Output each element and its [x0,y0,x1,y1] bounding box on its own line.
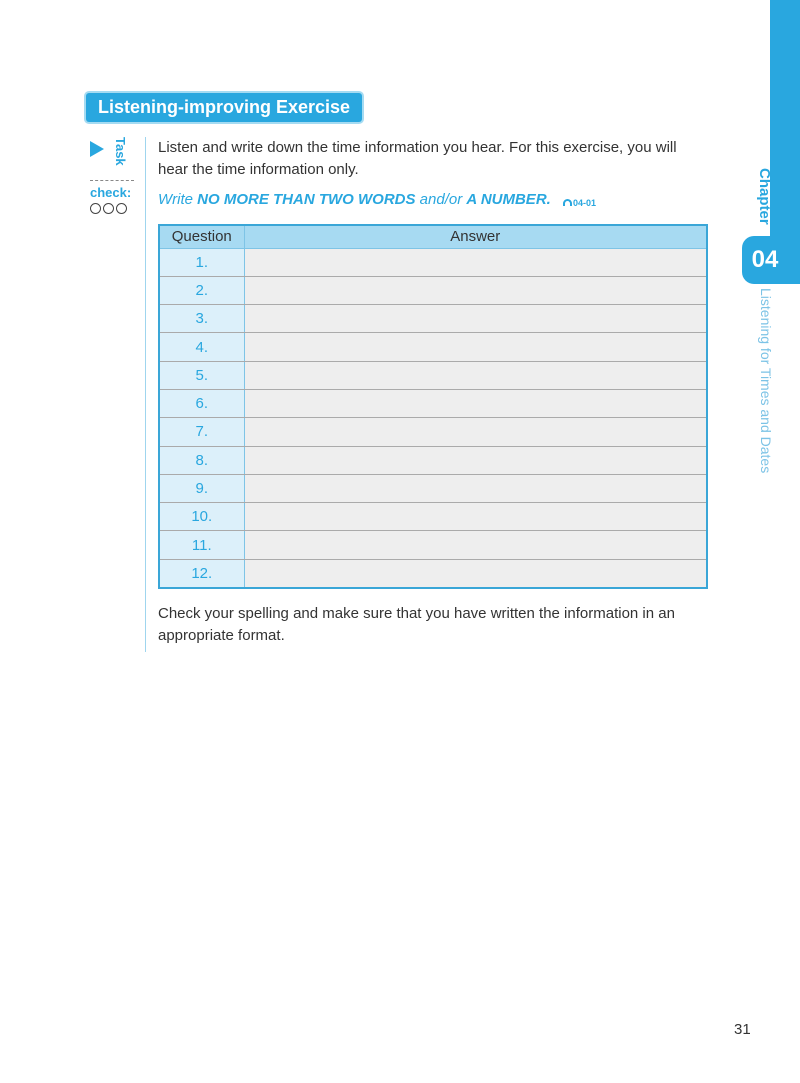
table-row [159,559,707,587]
question-number: 5. [159,361,244,389]
spelling-note: Check your spelling and make sure that you have written the information in an appropriate format. [158,605,675,644]
table-row [159,389,707,417]
check-circle-icon[interactable] [116,203,127,214]
answer-column-header: Answer [244,225,707,248]
audio-track: 04-01 [563,198,596,208]
table-row [159,305,707,333]
task-label: Task [113,137,128,166]
task-arrow-icon [90,141,104,157]
answer-cell[interactable] [244,248,707,276]
answer-cell[interactable] [244,305,707,333]
table-row [159,503,707,531]
column-divider [145,137,146,652]
answer-cell[interactable] [244,418,707,446]
question-number: 3. [159,305,244,333]
check-circles [90,203,127,214]
chapter-label: Chapter [756,168,773,225]
answer-cell[interactable] [244,276,707,304]
question-column-header: Question [159,225,244,248]
answer-cell[interactable] [244,531,707,559]
question-number: 10. [159,503,244,531]
question-number: 2. [159,276,244,304]
table-row [159,361,707,389]
word-limit-instruction: Write NO MORE THAN TWO WORDS and/or A NUMBER. 04-01 [158,191,597,208]
table-row [159,248,707,276]
headphones-icon [563,199,572,206]
check-label: check: [90,185,132,200]
question-number: 9. [159,474,244,502]
answer-cell[interactable] [244,389,707,417]
table-row [159,418,707,446]
table-row [159,531,707,559]
answer-cell[interactable] [244,333,707,361]
section-title: Listening-improving Exercise [86,93,362,122]
question-number: 6. [159,389,244,417]
answer-cell[interactable] [244,503,707,531]
question-number: 11. [159,531,244,559]
check-circle-icon[interactable] [90,203,101,214]
chapter-number-badge [742,236,800,284]
answer-cell[interactable] [244,474,707,502]
number-limit: A NUMBER. [466,191,551,208]
answer-cell[interactable] [244,559,707,587]
question-number: 1. [159,248,244,276]
chapter-number: 04 [751,246,779,273]
table-row [159,333,707,361]
table-row [159,446,707,474]
table-row [159,474,707,502]
chapter-title: Listening for Times and Dates [758,288,774,474]
question-number: 12. [159,559,244,587]
page-number: 31 [734,1021,751,1038]
answer-cell[interactable] [244,446,707,474]
check-circle-icon[interactable] [103,203,114,214]
question-number: 8. [159,446,244,474]
word-limit: NO MORE THAN TWO WORDS [197,191,416,208]
table-row [159,276,707,304]
instruction-text: Listen and write down the time information you hear. For this exercise, you will hear the time information only. [158,139,677,178]
task-divider [90,180,134,181]
answer-table [158,224,708,589]
question-number: 7. [159,418,244,446]
question-number: 4. [159,333,244,361]
answer-cell[interactable] [244,361,707,389]
